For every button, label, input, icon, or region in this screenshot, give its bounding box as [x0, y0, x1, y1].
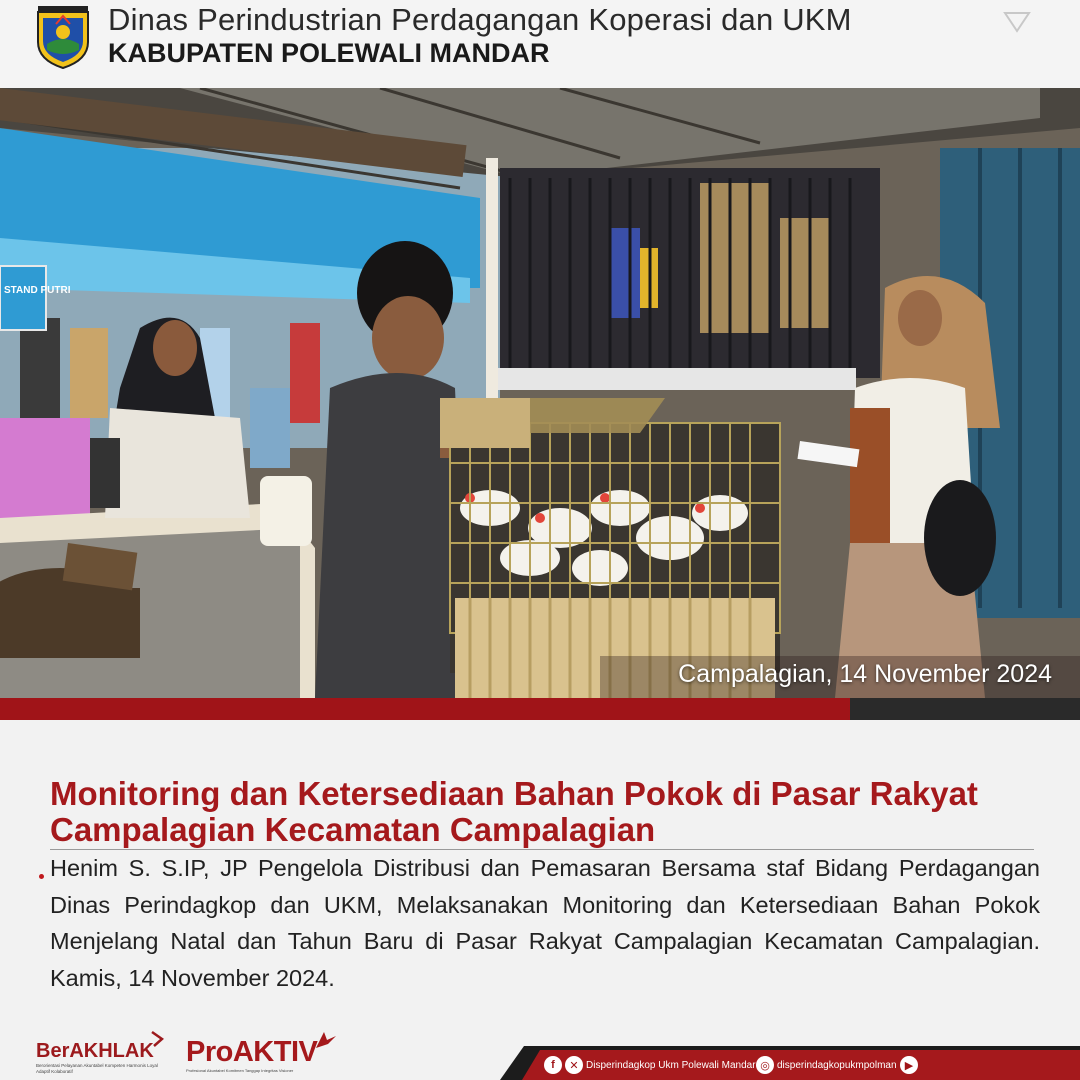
regency-name: KABUPATEN POLEWALI MANDAR: [108, 38, 550, 68]
berakhlak-logo: BerAKHLAK: [36, 1040, 154, 1062]
header: [0, 0, 1080, 88]
instagram-icon[interactable]: ◎: [756, 1056, 774, 1074]
market-photo: [0, 88, 1080, 698]
youtube-link[interactable]: [900, 1055, 921, 1075]
berakhlak-tagline: Berorientasi Pelayanan Akuntabel Kompeten Harmonis Loyal Adaptif Kolaboratif: [36, 1063, 158, 1074]
market-scene-illustration: [0, 88, 1080, 698]
chevron-right-icon: [150, 1030, 164, 1048]
photo-date-caption: Campalagian, 14 November 2024: [678, 660, 1052, 688]
facebook-x-link[interactable]: [544, 1055, 756, 1075]
article-title: Monitoring dan Ketersediaan Bahan Pokok di Pasar Rakyat Campalagian Kecamatan Campalagian: [50, 775, 978, 848]
divider-band-dark: [850, 698, 1080, 720]
facebook-x-account[interactable]: Disperindagkop Ukm Polewali Mandar: [586, 1059, 756, 1071]
x-twitter-icon[interactable]: ✕: [565, 1056, 583, 1074]
regency-logo: [34, 4, 92, 70]
stand-sign-text: STAND PUTRI: [4, 285, 71, 296]
divider-band-red: [0, 698, 850, 720]
proaktiv-logo: ProAKTIV: [186, 1036, 318, 1068]
organization-name: Dinas Perindustrian Perdagangan Koperasi dan UKM: [108, 2, 852, 37]
facebook-icon[interactable]: f: [544, 1056, 562, 1074]
proaktiv-tagline: Profesional Akuntabel Komitmen Tanggap Integritas Visioner: [186, 1068, 294, 1073]
bullet-dot: [39, 874, 44, 879]
instagram-account[interactable]: disperindagkopukmpolman: [777, 1059, 897, 1071]
article-body: Henim S. S.IP, JP Pengelola Distribusi dan Pemasaran Bersama staf Bidang Perdagangan Dinas Perindagkop dan UKM, Melaksanakan Monitoring dan Ketersediaan Bahan Pokok Menjelang Natal dan Tahun Baru di Pasar Rakyat Campalagian Kecamatan Campalagian. Kamis, 14 November 2024.: [50, 855, 1040, 991]
star-burst-icon: [314, 1030, 338, 1050]
instagram-link[interactable]: [756, 1055, 897, 1075]
youtube-icon[interactable]: ▶: [900, 1056, 918, 1074]
chevron-down-icon[interactable]: [1002, 10, 1032, 34]
